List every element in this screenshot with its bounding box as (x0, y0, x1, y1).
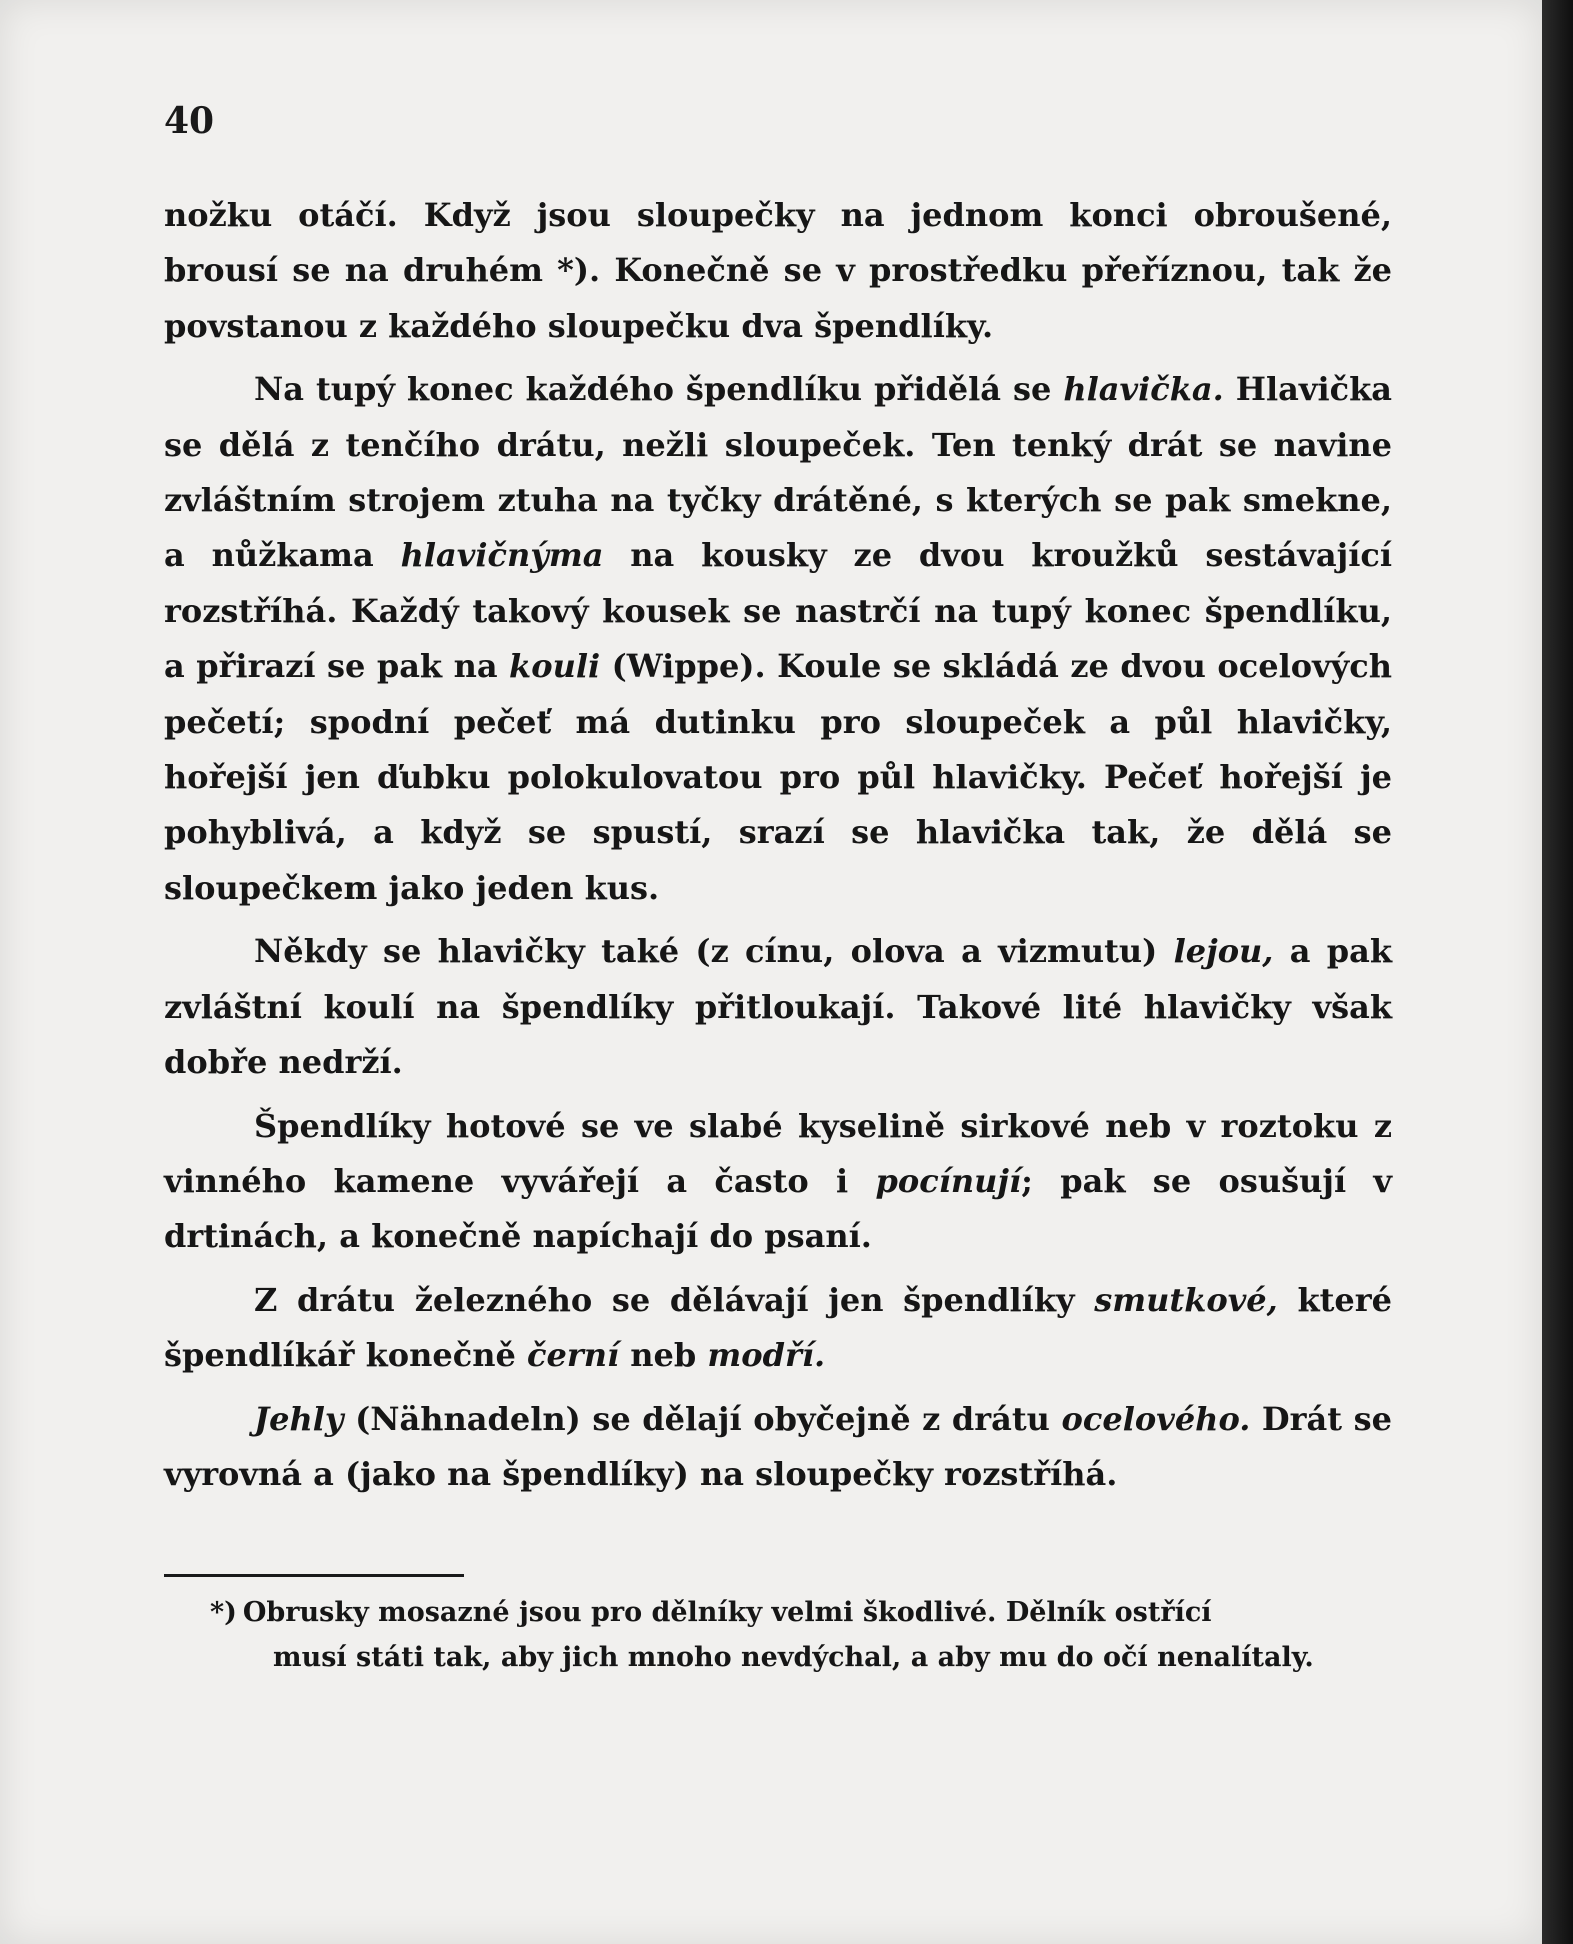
italic-term: černí (527, 1336, 620, 1375)
text-run: Někdy se hlavičky také (z cínu, olova a vizmutu) (254, 932, 1174, 971)
footnote-text-line-2: musí státi tak, aby jich mnoho nevdýchal, a aby mu do očí nenalítaly. (273, 1642, 1314, 1673)
footnote (210, 1590, 1392, 1680)
text-run: Drát se vyrovná a (jako na špendlíky) na sloupečky rozstříhá. (164, 1399, 1393, 1493)
page-number: 40 (164, 100, 215, 142)
italic-term: ocelového. (1061, 1399, 1251, 1438)
text-run: neb (619, 1336, 708, 1375)
text-run: na kousky ze dvou kroužků sestávající rozstříhá. Každý takový kousek se nastrčí na tupý konec špendlíku, a přirazí se pak na (164, 536, 1392, 686)
italic-term: kouli (509, 647, 601, 686)
text-run: (Nähnadeln) se dělají obyčejně z drátu (343, 1399, 1062, 1438)
paragraph-3 (164, 924, 1392, 1090)
body-text (164, 188, 1392, 1502)
text-run: (Wippe). Koule se skládá ze dvou ocelových pečetí; spodní pečeť má dutinku pro sloupeček a půl hlavičky, hořejší jen ďubku polokulovatou pro půl hlavičky. Pečeť hořejší je pohyblivá, a když se spustí, srazí se hlavička tak, že dělá se sloupečkem jako jeden kus. (164, 647, 1393, 907)
italic-term: hlavička. (1063, 370, 1224, 409)
paragraph-2 (164, 362, 1392, 916)
text-run: Z drátu železného se dělávají jen špendlíky (254, 1280, 1095, 1319)
text-run: Špendlíky hotové se ve slabé kyselině sirkové neb v roztoku z vinného kamene vyvářejí a často i (164, 1106, 1392, 1200)
italic-term: hlavičnýma (400, 536, 604, 575)
footnote-text-line-1: Obrusky mosazné jsou pro dělníky velmi škodlivé. Dělník ostřící (242, 1597, 1212, 1628)
text-run: nožku otáčí. Když jsou sloupečky na jednom konci obroušené, brousí se na druhém *). Konečně se v prostředku přeříznou, tak že povstanou z každého sloupečku dva špendlíky. (164, 196, 1392, 345)
italic-term: Jehly (254, 1399, 344, 1438)
italic-term: pocínují (875, 1161, 1022, 1200)
text-run: ; pak se osušují v drtinách, a konečně napíchají do psaní. (164, 1161, 1393, 1256)
footnote-mark: *) (210, 1597, 237, 1628)
paragraph-1 (164, 188, 1392, 354)
paragraph-4 (164, 1099, 1392, 1265)
text-run: které špendlíkář konečně (164, 1280, 1392, 1375)
scan-border (1542, 0, 1573, 1944)
italic-term: modří. (707, 1336, 826, 1375)
italic-term: lejou, (1173, 932, 1274, 971)
text-run: a pak zvláštní koulí na špendlíky přitloukají. Takové lité hlavičky však dobře nedrží. (164, 932, 1393, 1082)
text-run: Na tupý konec každého špendlíku přidělá se (254, 370, 1064, 409)
text-run: Hlavička se dělá z tenčího drátu, nežli sloupeček. Ten tenký drát se navine zvláštním strojem ztuha na tyčky drátěné, s kterých se pak smekne, a nůžkama (164, 370, 1393, 575)
paragraph-6 (164, 1392, 1392, 1503)
italic-term: smutkové, (1094, 1280, 1278, 1319)
paragraph-5 (164, 1273, 1392, 1384)
footnote-divider (164, 1574, 464, 1577)
